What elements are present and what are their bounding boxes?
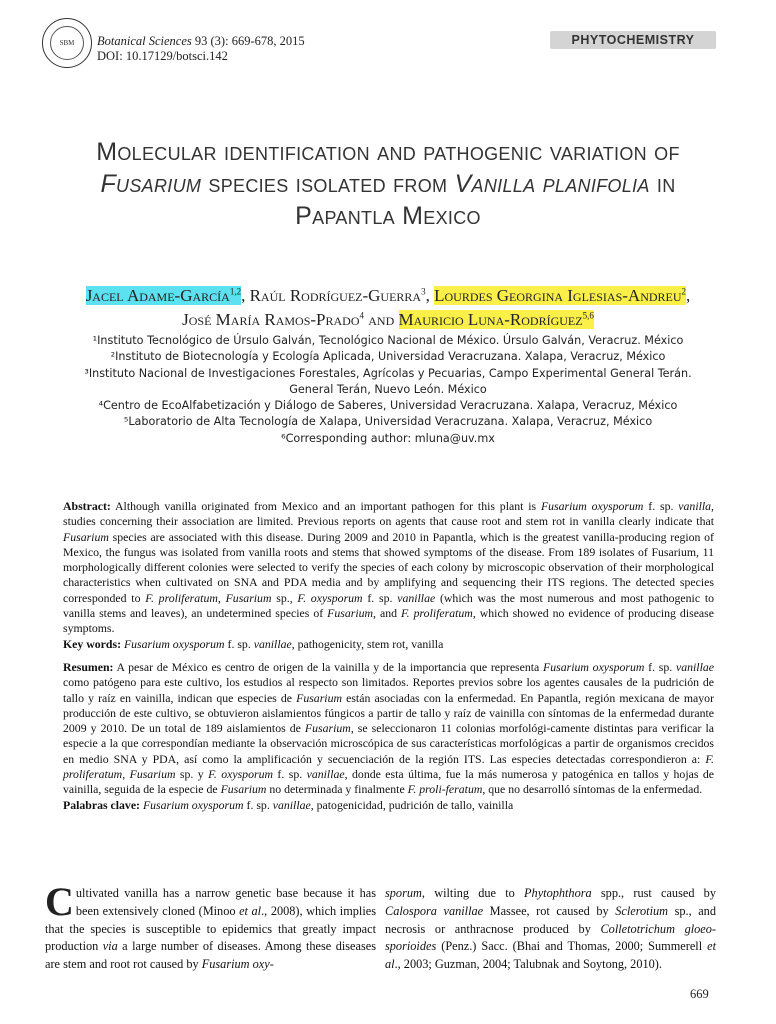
section-badge: PHYTOCHEMISTRY (550, 31, 716, 49)
body-paragraph: sporum, wilting due to Phytophthora spp., rust caused by Calospora vanillae Massee, rot caused by Sclerotium sp., and necrosis or anthracnose produced by Colletotrichum gloeo-sporioides (Penz.) Sacc. (Bhai and Thomas, 2000; Summerell et al., 2003; Guzman, 2004; Talubnak and Soytong, 2010). (385, 886, 716, 972)
affiliation-line: General Terán, Nuevo León. México (289, 382, 487, 396)
body-column-right (385, 885, 716, 974)
title-line-1: Molecular identification and pathogenic variation of (96, 138, 680, 166)
abstract (63, 499, 714, 652)
author-1: Jacel Adame-García$^{1,2}$ (85, 286, 242, 305)
affiliation-line: ⁴Centro de EcoAlfabetización y Diálogo de Saberes, Universidad Veracruzana. Xalapa, Veracruz, México (98, 399, 678, 413)
abstract-keywords: Key words: Fusarium oxysporum f. sp. vanillae, pathogenicity, stem rot, vanilla (63, 636, 444, 651)
society-seal-logo (42, 18, 92, 68)
author-conjunction: and (364, 310, 399, 329)
resumen-keywords: Palabras clave: Fusarium oxysporum f. sp. vanillae, patogenicidad, pudrición de tallo, vainilla (63, 797, 514, 812)
affiliations (40, 333, 736, 447)
doi: DOI: 10.17129/botsci.142 (97, 49, 228, 63)
author-4: José María Ramos-Prado$^4$ (182, 310, 365, 329)
author-5: Mauricio Luna-Rodríguez$^{5,6}$ (398, 310, 594, 329)
corresponding-author: ⁶Corresponding author: mluna@uv.mx (281, 431, 495, 445)
title-line-2 (40, 168, 736, 200)
seal-emblem (50, 26, 84, 60)
journal-issue: 93 (3): 669-678, 2015 (191, 34, 305, 48)
seal-text: SBM (59, 39, 75, 47)
page-number: 669 (690, 987, 709, 1001)
author-2: , Raúl Rodríguez-Guerra$^3$, (241, 286, 435, 305)
drop-cap: C (45, 879, 74, 924)
journal-name: Botanical Sciences (97, 34, 192, 48)
author-list: Jacel Adame-García$^{1,2}$, Raúl Rodríguez-Guerra$^3$, Lourdes Georgina Iglesias-Andreu$^2$, José María Ramos-Prado$^4$ and Mauricio Luna-Rodríguez$^{5,6}$ (85, 286, 691, 329)
resumen-text: Resumen: A pesar de México es centro de origen de la vainilla y de la importancia que representa Fusarium oxysporum f. sp. vanillae como patógeno para este cultivo, los estudios al respecto son limitados. Reportes previos sobre los agentes causales de la pudrición de tallo y raíz en vainilla, indican que especies de Fusarium están asociadas con la enfermedad. En Papantla, región mexicana de mayor producción de este cultivo, se obtuvieron aislamientos fúngicos a partir de tallo y raíz de vainilla con síntomas de la enfermedad durante 2009 y 2010. De un total de 189 aislamientos de Fusarium, se seleccionaron 11 colonias morfológi-camente distintas para verificar la especie a la que correspondían mediante la observación microscópica de sus características morfológicas a partir de organismos crecidos en medio SNA y PDA, así como la amplificación y secuenciación de la región ITS. Las especies detectadas correspondieron a: F. proliferatum, Fusarium sp. y F. oxysporum f. sp. vanillae, donde esta última, fue la más numerosa y patogénica en tallos y hojas de vainilla, seguida de la especie de Fusarium no determinada y finalmente F. proli-feratum, que no desarrolló síntomas de la enfermedad. (63, 660, 715, 797)
author-3: Lourdes Georgina Iglesias-Andreu$^2$ (434, 286, 687, 305)
resumen (63, 660, 714, 813)
title-genus: Fusarium (100, 170, 202, 198)
title-text: species isolated from (201, 170, 455, 198)
affiliation-line: ²Instituto de Biotecnología y Ecología Aplicada, Universidad Veracruzana. Xalapa, Veracruz, México (110, 350, 666, 364)
body-paragraph: Cultivated vanilla has a narrow genetic base because it has been extensively cloned (Minoo et al., 2008), which implies that the species is susceptible to epidemics that greatly impact production via a large number of diseases. Among these diseases are stem and root rot caused by Fusarium oxy- (45, 879, 376, 972)
journal-citation (97, 34, 305, 64)
title-species: Vanilla planifolia (454, 170, 650, 198)
article-title (40, 136, 736, 232)
affiliation-line: ⁵Laboratorio de Alta Tecnología de Xalapa, Universidad Veracruzana. Xalapa, Veracruz, México (123, 415, 653, 429)
body-column-left (45, 879, 376, 974)
title-line-3: Papantla Mexico (295, 202, 481, 230)
abstract-text: Abstract: Although vanilla originated from Mexico and an important pathogen for this plant is Fusarium oxysporum f. sp. vanilla, studies concerning their association are limited. Previous reports on agents that cause root and stem rot in vanilla clearly indicate that Fusarium species are associated with this disease. During 2009 and 2010 in Papantla, which is the greatest vanilla-producing region of Mexico, the fungus was isolated from vanilla roots and stems that showed symptoms of the disease. From 189 isolates of Fusarium, 11 morphologically different colonies were selected to verify the species of each colony by microscopic observation of their morphological characteristics when cultivated on SNA and PDA media and by amplifying and sequencing their ITS regions. The detected species corresponded to F. proliferatum, Fusarium sp., F. oxysporum f. sp. vanillae (which was the most numerous and most pathogenic to vanilla stems and leaves), an undetermined species of Fusarium, and F. proliferatum, which showed no evidence of producing disease symptoms. (63, 499, 714, 636)
affiliation-line: ¹Instituto Tecnológico de Úrsulo Galván, Tecnológico Nacional de México. Úrsulo Galván, Veracruz. México (92, 334, 684, 347)
affiliation-line: ³Instituto Nacional de Investigaciones Forestales, Agrícolas y Pecuarias, Campo Experimental General Terán. (84, 366, 692, 380)
title-text: in (649, 170, 676, 198)
